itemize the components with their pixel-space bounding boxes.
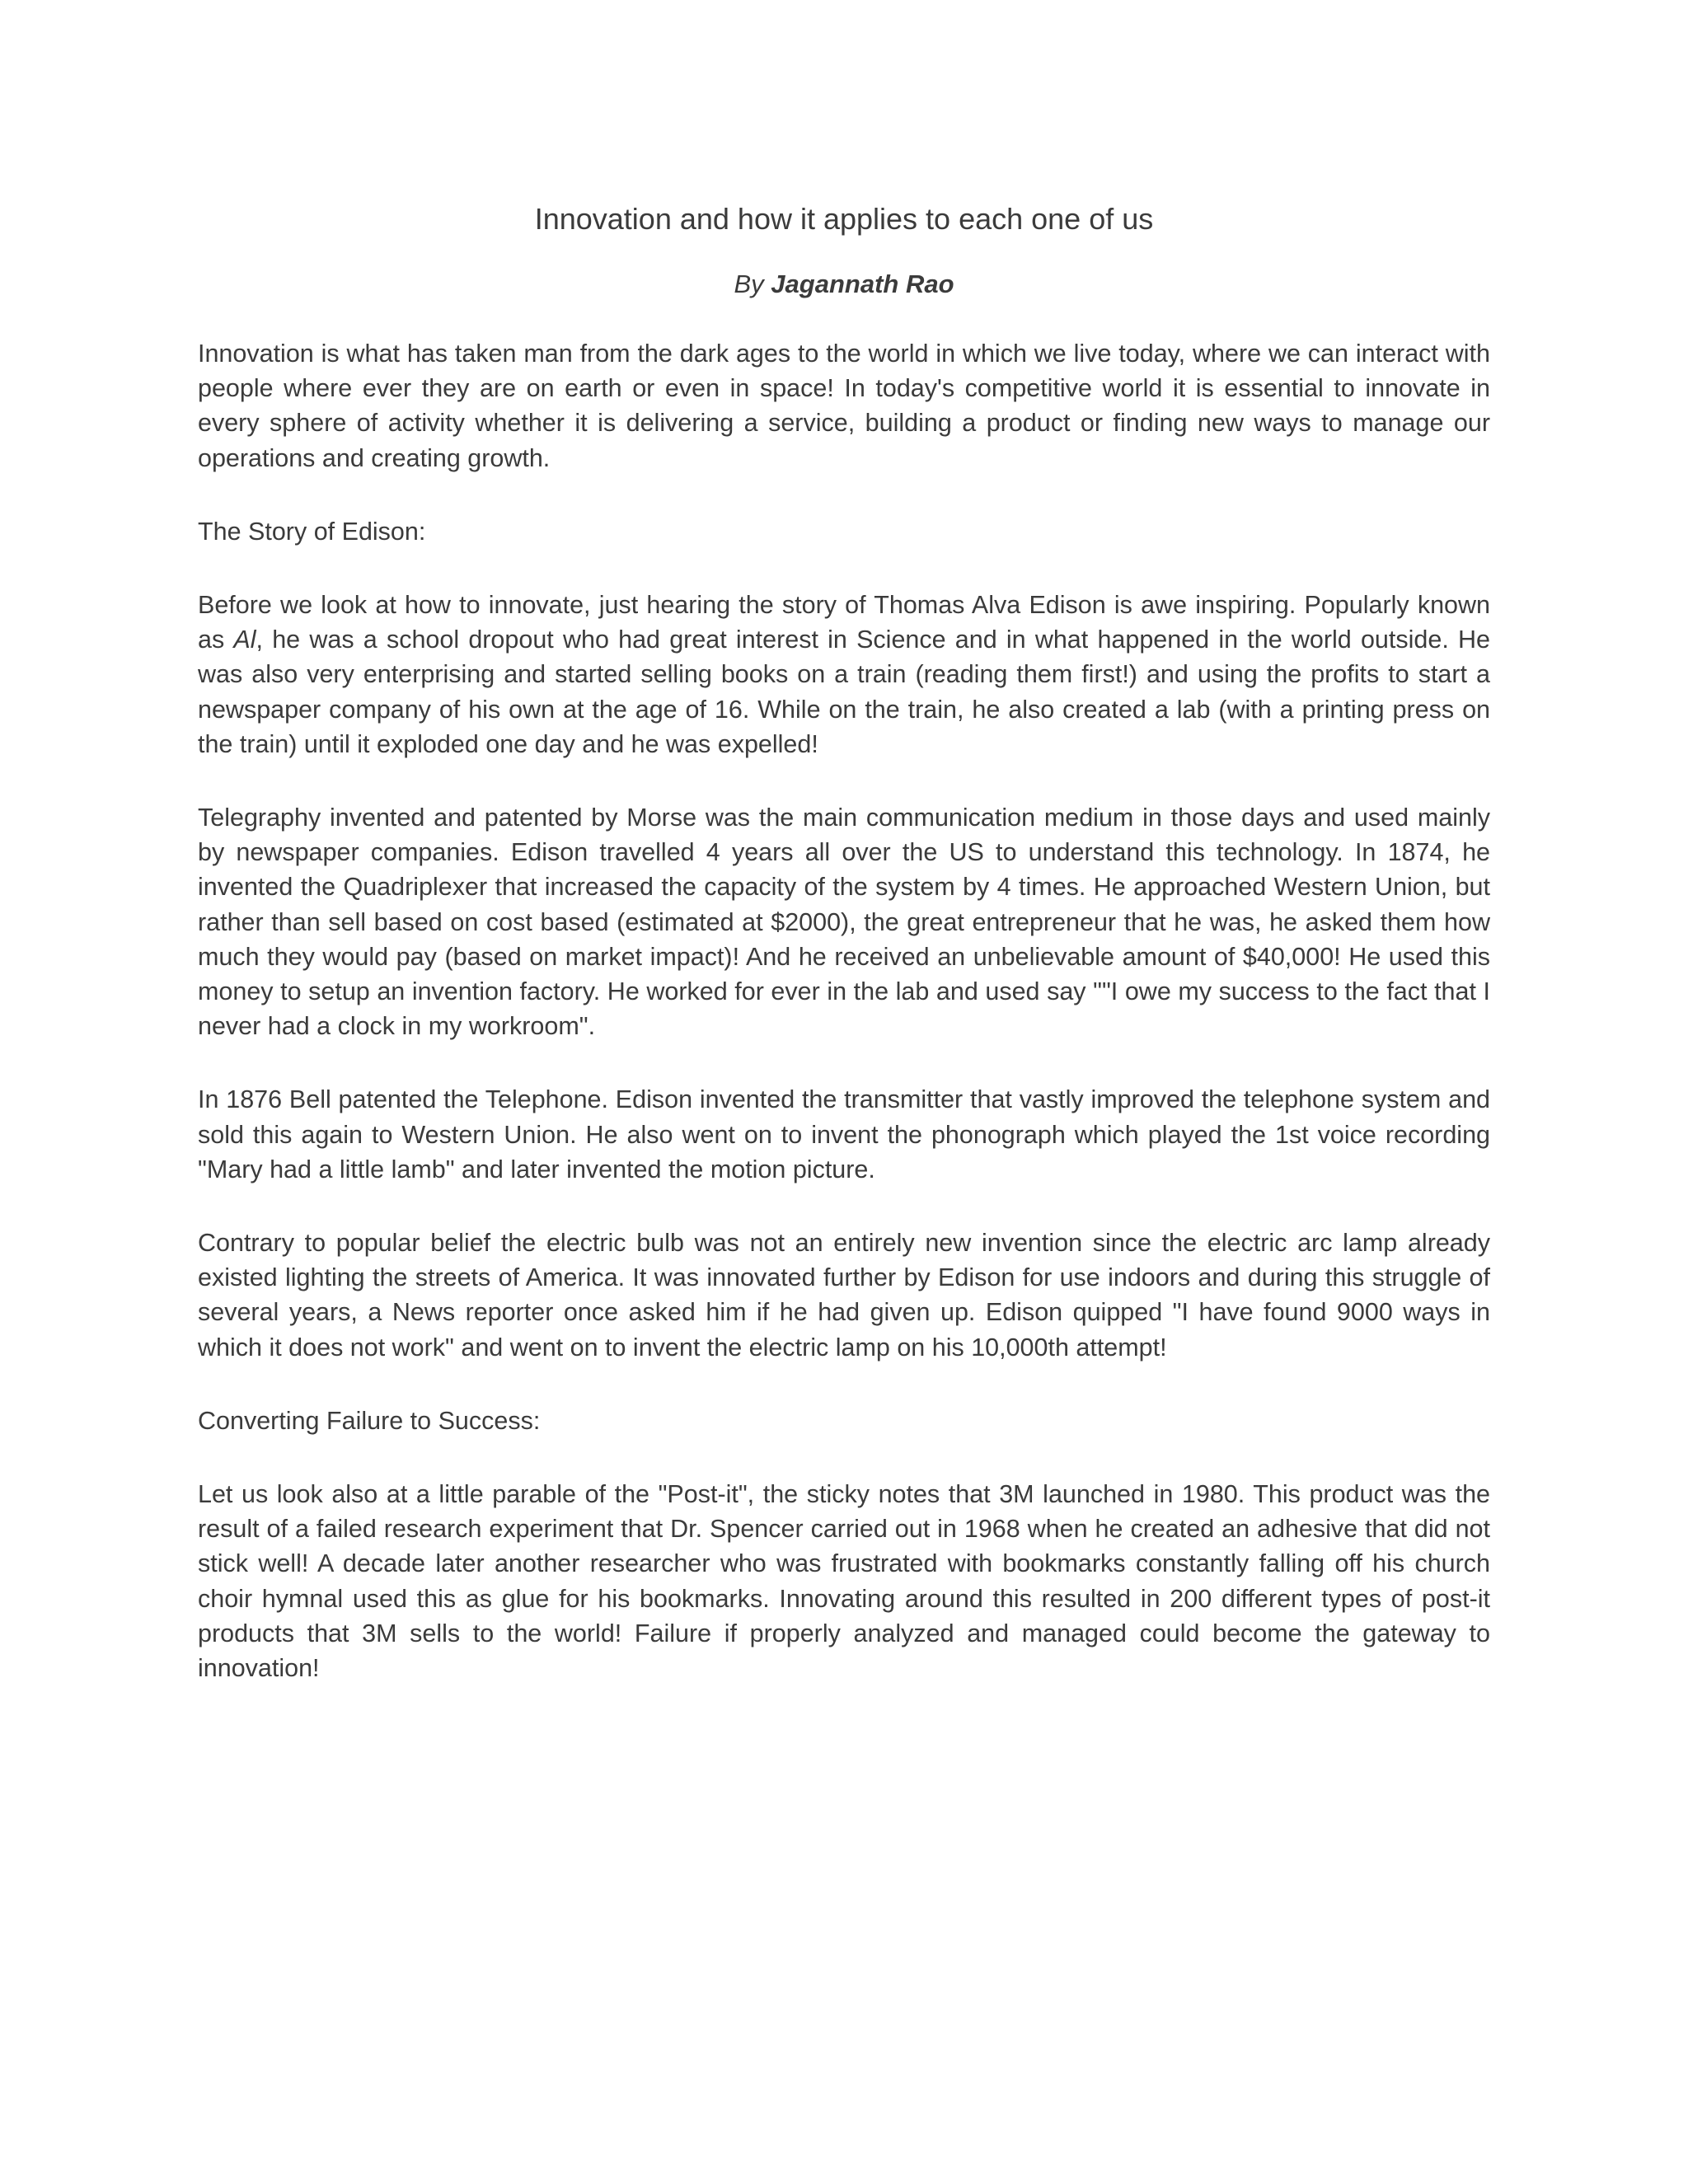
section-heading-edison: The Story of Edison:: [198, 517, 426, 546]
edison-paragraph-4: Contrary to popular belief the electric bulb was not an entirely new invention since the electric arc lamp already existed lighting the streets of America. It was innovated further by Edison for use indoors and during this struggle of several years, a News reporter once asked him if he had given up. Edison quipped "I have found 9000 ways in which it does not work" and went on to invent the electric lamp on his 10,000th attempt!: [198, 1229, 1490, 1361]
edison-paragraph-1: [198, 588, 1490, 762]
byline: [198, 264, 1490, 305]
author-name: Jagannath Rao: [771, 269, 954, 298]
document-title: Innovation and how it applies to each one of us: [534, 202, 1154, 236]
edison-p1-after: , he was a school dropout who had great interest in Science and in what happened in the world outside. He was also very enterprising and started selling books on a train (reading them first!) and using the profits to start a newspaper company of his own at the age of 16. While on the train, he also created a lab (with a printing press on the train) until it exploded one day and he was expelled!: [198, 626, 1490, 758]
section-heading-failure: Converting Failure to Success:: [198, 1406, 541, 1435]
edison-p1-before: Before we look at how to innovate, just hearing the story of Thomas Alva Edison is awe inspiring. Popularly known as: [198, 591, 1490, 654]
postit-paragraph: Let us look also at a little parable of the "Post-it", the sticky notes that 3M launched in 1980. This product was the result of a failed research experiment that Dr. Spencer carried out in 1968 when he created an adhesive that did not stick well! A decade later another researcher who was frustrated with bookmarks constantly falling off his church choir hymnal used this as glue for his bookmarks. Innovating around this resulted in 200 different types of post-it products that 3M sells to the world! Failure if properly analyzed and managed could become the gateway to innovation!: [198, 1480, 1490, 1683]
edison-paragraph-3: In 1876 Bell patented the Telephone. Edison invented the transmitter that vastly improved the telephone system and sold this again to Western Union. He also went on to invent the phonograph which played the 1st voice recording "Mary had a little lamb" and later invented the motion picture.: [198, 1085, 1490, 1183]
document-body: [198, 194, 1490, 1724]
intro-paragraph: Innovation is what has taken man from the dark ages to the world in which we live today, where we can interact with people where ever they are on earth or even in space! In today's competitive world it is essential to innovate in every sphere of activity whether it is delivering a service, building a product or finding new ways to manage our operations and creating growth.: [198, 340, 1490, 472]
edison-paragraph-2: Telegraphy invented and patented by Morse was the main communication medium in those days and used mainly by newspaper companies. Edison travelled 4 years all over the US to understand this technology. In 1874, he invented the Quadriplexer that increased the capacity of the system by 4 times. He approached Western Union, but rather than sell based on cost based (estimated at $2000), the great entrepreneur that he was, he asked them how much they would pay (based on market impact)! And he received an unbelievable amount of $40,000! He used this money to setup an invention factory. He worked for ever in the lab and used say ""I owe my success to the fact that I never had a clock in my workroom".: [198, 804, 1490, 1041]
edison-nickname: Al: [233, 626, 256, 654]
byline-prefix: By: [734, 269, 764, 298]
